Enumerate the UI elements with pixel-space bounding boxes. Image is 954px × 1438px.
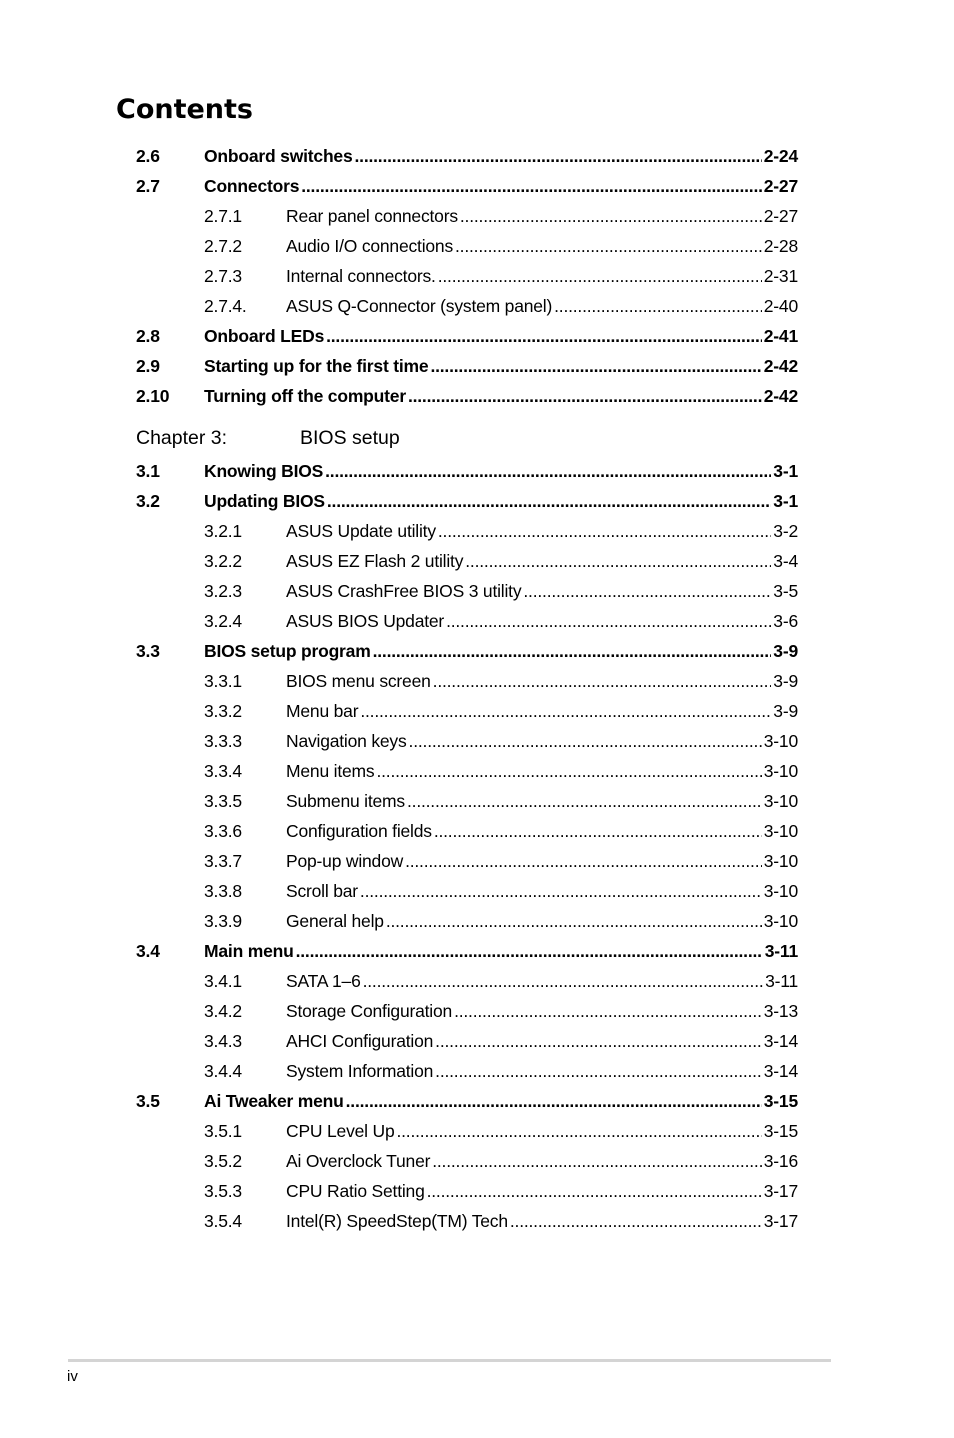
dot-leader — [465, 551, 771, 572]
dot-leader — [435, 1061, 762, 1082]
chapter-heading — [136, 411, 798, 456]
toc-entry[interactable] — [136, 1116, 798, 1146]
dot-leader — [360, 701, 771, 722]
dot-leader — [363, 971, 763, 992]
toc-entry-body — [204, 386, 798, 407]
dot-leader — [434, 821, 762, 842]
toc-entry-page: 2-40 — [763, 295, 798, 316]
toc-entry-title: Connectors — [204, 175, 300, 196]
toc-entry-title: Updating BIOS — [204, 490, 325, 511]
toc-entry-page: 2-27 — [763, 175, 798, 196]
toc-entry-page: 3-6 — [773, 610, 798, 631]
toc-entry-number: 3.4 — [136, 940, 160, 961]
toc-entry[interactable] — [136, 936, 798, 966]
toc-entry-title: Internal connectors. — [286, 265, 436, 286]
toc-entry-body — [204, 491, 798, 512]
toc-entry-page: 3-15 — [763, 1090, 798, 1111]
toc-entry[interactable] — [136, 906, 798, 936]
toc-entry[interactable] — [136, 231, 798, 261]
toc-entry-number: 3.3.9 — [204, 910, 242, 931]
toc-entry-page: 2-24 — [763, 145, 798, 166]
toc-entry-body — [286, 1121, 798, 1142]
toc-entry-page: 3-1 — [773, 460, 798, 481]
chapter-title: BIOS setup — [300, 427, 400, 449]
toc-entry-body — [286, 206, 798, 227]
toc-entry-body — [286, 1211, 798, 1232]
dot-leader — [523, 581, 771, 602]
toc-entry-number: 3.2.4 — [204, 610, 242, 631]
toc-entry[interactable] — [136, 261, 798, 291]
dot-leader — [360, 881, 762, 902]
dot-leader — [396, 1121, 761, 1142]
page-number: iv — [67, 1368, 78, 1385]
toc-entry-page: 3-15 — [763, 1120, 798, 1141]
toc-entry-body — [286, 881, 798, 902]
dot-leader — [327, 491, 771, 512]
toc-entry-number: 3.5.3 — [204, 1180, 242, 1201]
toc-entry-body — [204, 1091, 798, 1112]
toc-entry-body — [286, 911, 798, 932]
toc-entry[interactable] — [136, 786, 798, 816]
toc-entry-body — [286, 821, 798, 842]
toc-entry-body — [204, 146, 798, 167]
dot-leader — [432, 1151, 762, 1172]
toc-entry-page: 3-9 — [773, 700, 798, 721]
toc-entry-number: 2.7.1 — [204, 205, 242, 226]
toc-entry[interactable] — [136, 1206, 798, 1236]
toc-entry-number: 3.3.8 — [204, 880, 242, 901]
toc-entry-title: ASUS Update utility — [286, 520, 436, 541]
toc-entry-page: 3-10 — [763, 790, 798, 811]
toc-entry[interactable] — [136, 726, 798, 756]
toc-entry[interactable] — [136, 201, 798, 231]
toc-entry-body — [286, 1031, 798, 1052]
toc-entry-page: 3-17 — [763, 1210, 798, 1231]
toc-entry-number: 3.4.2 — [204, 1000, 242, 1021]
toc-entry-title: BIOS menu screen — [286, 670, 431, 691]
toc-entry-number: 3.5 — [136, 1090, 160, 1111]
toc-entry[interactable] — [136, 846, 798, 876]
toc-entry-title: Starting up for the first time — [204, 355, 429, 376]
toc-entry[interactable] — [136, 1026, 798, 1056]
toc-entry-title: BIOS setup program — [204, 640, 371, 661]
dot-leader — [326, 326, 762, 347]
dot-leader — [409, 731, 762, 752]
toc-entry[interactable] — [136, 486, 798, 516]
toc-entry-number: 3.5.1 — [204, 1120, 242, 1141]
toc-entry[interactable] — [136, 756, 798, 786]
toc-entry[interactable] — [136, 666, 798, 696]
toc-entry-title: General help — [286, 910, 384, 931]
toc-entry-page: 3-11 — [764, 940, 798, 961]
toc-entry-title: CPU Ratio Setting — [286, 1180, 425, 1201]
toc-entry-number: 3.3.4 — [204, 760, 242, 781]
page-title: Contents — [116, 94, 254, 125]
toc-entry-page: 2-42 — [763, 355, 798, 376]
toc-entry-title: Pop-up window — [286, 850, 404, 871]
toc-entry-body — [286, 1151, 798, 1172]
toc-entry-page: 3-14 — [763, 1030, 798, 1051]
chapter-label: Chapter 3: — [136, 427, 228, 449]
toc-section-chapter-3 — [136, 456, 798, 1236]
toc-entry[interactable] — [136, 351, 798, 381]
toc-section-chapter-2 — [136, 141, 798, 411]
toc-entry-title: Submenu items — [286, 790, 405, 811]
toc-entry-page: 3-16 — [763, 1150, 798, 1171]
toc-entry-title: System Information — [286, 1060, 434, 1081]
toc-entry-title: ASUS Q-Connector (system panel) — [286, 295, 553, 316]
toc-entry-page: 2-42 — [763, 385, 798, 406]
toc-entry-page: 3-14 — [763, 1060, 798, 1081]
toc-entry-number: 2.6 — [136, 145, 160, 166]
toc-entry-number: 3.3.3 — [204, 730, 242, 751]
toc-entry-page: 3-10 — [763, 760, 798, 781]
toc-entry-page: 3-10 — [763, 880, 798, 901]
toc-entry-title: AHCI Configuration — [286, 1030, 434, 1051]
toc-entry-page: 3-11 — [765, 970, 798, 991]
toc-entry-number: 2.9 — [136, 355, 160, 376]
toc-entry-body — [286, 581, 798, 602]
table-of-contents — [136, 141, 798, 1236]
dot-leader — [430, 356, 761, 377]
dot-leader — [510, 1211, 762, 1232]
dot-leader — [433, 671, 772, 692]
toc-entry[interactable] — [136, 966, 798, 996]
toc-entry-body — [286, 671, 798, 692]
toc-entry-title: Configuration fields — [286, 820, 432, 841]
toc-entry-number: 3.5.2 — [204, 1150, 242, 1171]
footer-divider — [68, 1359, 831, 1362]
toc-entry-title: Menu bar — [286, 700, 359, 721]
toc-entry-title: Knowing BIOS — [204, 460, 324, 481]
toc-entry-title: Intel(R) SpeedStep(TM) Tech — [286, 1210, 508, 1231]
toc-entry-title: ASUS EZ Flash 2 utility — [286, 550, 464, 571]
toc-entry[interactable] — [136, 636, 798, 666]
toc-entry-title: Navigation keys — [286, 730, 407, 751]
toc-entry-title: Menu items — [286, 760, 375, 781]
toc-entry[interactable] — [136, 1086, 798, 1116]
toc-entry-number: 3.2.1 — [204, 520, 242, 541]
toc-entry-page: 3-10 — [763, 850, 798, 871]
toc-entry-number: 3.3.1 — [204, 670, 242, 691]
toc-entry[interactable] — [136, 456, 798, 486]
dot-leader — [407, 791, 762, 812]
dot-leader — [346, 1091, 762, 1112]
toc-entry-body — [286, 611, 798, 632]
toc-entry[interactable] — [136, 1056, 798, 1086]
toc-entry-body — [286, 701, 798, 722]
toc-entry-page: 3-17 — [763, 1180, 798, 1201]
toc-entry-page: 3-4 — [773, 550, 798, 571]
toc-entry-number: 3.2.3 — [204, 580, 242, 601]
toc-entry-title: ASUS CrashFree BIOS 3 utility — [286, 580, 522, 601]
dot-leader — [376, 761, 761, 782]
toc-entry-body — [204, 941, 798, 962]
toc-entry-body — [286, 791, 798, 812]
toc-entry-number: 3.4.3 — [204, 1030, 242, 1051]
dot-leader — [554, 296, 762, 317]
toc-entry[interactable] — [136, 576, 798, 606]
toc-entry-body — [286, 851, 798, 872]
toc-entry-title: Main menu — [204, 940, 294, 961]
toc-entry-body — [286, 1181, 798, 1202]
dot-leader — [454, 1001, 762, 1022]
dot-leader — [438, 266, 762, 287]
dot-leader — [427, 1181, 762, 1202]
toc-entry-number: 3.4.4 — [204, 1060, 242, 1081]
dot-leader — [405, 851, 762, 872]
toc-entry[interactable] — [136, 141, 798, 171]
toc-entry[interactable] — [136, 546, 798, 576]
dot-leader — [325, 461, 771, 482]
toc-entry[interactable] — [136, 381, 798, 411]
toc-entry-page: 3-1 — [773, 490, 798, 511]
toc-entry[interactable] — [136, 1176, 798, 1206]
toc-entry-title: ASUS BIOS Updater — [286, 610, 445, 631]
dot-leader — [373, 641, 772, 662]
toc-entry-body — [286, 551, 798, 572]
toc-entry[interactable] — [136, 321, 798, 351]
toc-entry-page: 3-9 — [773, 670, 798, 691]
dot-leader — [446, 611, 771, 632]
toc-entry-body — [204, 356, 798, 377]
toc-entry[interactable] — [136, 696, 798, 726]
dot-leader — [355, 146, 762, 167]
toc-entry[interactable] — [136, 606, 798, 636]
dot-leader — [435, 1031, 762, 1052]
toc-entry-body — [286, 731, 798, 752]
toc-entry-body — [286, 266, 798, 287]
toc-entry-page: 3-9 — [773, 640, 798, 661]
toc-entry-title: Scroll bar — [286, 880, 358, 901]
toc-entry-title: Ai Tweaker menu — [204, 1090, 344, 1111]
toc-entry-title: Onboard LEDs — [204, 325, 325, 346]
toc-entry-title: CPU Level Up — [286, 1120, 395, 1141]
toc-entry-number: 3.2 — [136, 490, 160, 511]
toc-entry-body — [286, 1001, 798, 1022]
toc-entry-number: 3.4.1 — [204, 970, 242, 991]
toc-entry-page: 3-2 — [773, 520, 798, 541]
toc-entry-body — [204, 461, 798, 482]
toc-entry-page: 2-41 — [763, 325, 798, 346]
toc-entry-number: 2.10 — [136, 385, 170, 406]
toc-entry-body — [286, 1061, 798, 1082]
toc-entry-title: SATA 1–6 — [286, 970, 361, 991]
dot-leader — [301, 176, 762, 197]
dot-leader — [386, 911, 762, 932]
toc-entry-body — [286, 971, 798, 992]
toc-entry-number: 3.3.2 — [204, 700, 242, 721]
toc-entry-number: 3.5.4 — [204, 1210, 242, 1231]
toc-entry-number: 3.3.7 — [204, 850, 242, 871]
toc-entry[interactable] — [136, 1146, 798, 1176]
toc-entry-page: 2-31 — [763, 265, 798, 286]
toc-entry-number: 3.1 — [136, 460, 160, 481]
toc-entry-number: 2.7.3 — [204, 265, 242, 286]
toc-entry-body — [286, 521, 798, 542]
toc-entry-title: Ai Overclock Tuner — [286, 1150, 431, 1171]
dot-leader — [438, 521, 771, 542]
toc-entry-title: Onboard switches — [204, 145, 353, 166]
toc-entry-number: 3.2.2 — [204, 550, 242, 571]
dot-leader — [460, 206, 762, 227]
toc-entry-page: 3-10 — [763, 730, 798, 751]
toc-entry-number: 3.3.5 — [204, 790, 242, 811]
toc-entry[interactable] — [136, 816, 798, 846]
dot-leader — [296, 941, 763, 962]
toc-entry-title: Rear panel connectors — [286, 205, 458, 226]
toc-entry-number: 2.7.2 — [204, 235, 242, 256]
toc-entry[interactable] — [136, 171, 798, 201]
toc-entry-body — [286, 296, 798, 317]
toc-entry-number: 2.7.4. — [204, 295, 247, 316]
toc-entry-body — [204, 176, 798, 197]
toc-entry-title: Storage Configuration — [286, 1000, 453, 1021]
dot-leader — [408, 386, 762, 407]
toc-entry-page: 2-27 — [763, 205, 798, 226]
dot-leader — [455, 236, 762, 257]
toc-entry-body — [286, 761, 798, 782]
toc-entry[interactable] — [136, 291, 798, 321]
toc-entry-number: 2.7 — [136, 175, 160, 196]
toc-entry-title: Turning off the computer — [204, 385, 406, 406]
toc-entry-body — [286, 236, 798, 257]
toc-entry-title: Audio I/O connections — [286, 235, 454, 256]
toc-entry[interactable] — [136, 516, 798, 546]
toc-entry-body — [204, 326, 798, 347]
toc-entry-number: 3.3.6 — [204, 820, 242, 841]
toc-entry-page: 3-5 — [773, 580, 798, 601]
toc-entry-page: 3-10 — [763, 820, 798, 841]
toc-entry-number: 3.3 — [136, 640, 160, 661]
toc-entry[interactable] — [136, 996, 798, 1026]
toc-entry-page: 2-28 — [763, 235, 798, 256]
toc-entry-number: 2.8 — [136, 325, 160, 346]
toc-entry[interactable] — [136, 876, 798, 906]
toc-entry-page: 3-10 — [763, 910, 798, 931]
toc-entry-body — [204, 641, 798, 662]
toc-entry-page: 3-13 — [763, 1000, 798, 1021]
